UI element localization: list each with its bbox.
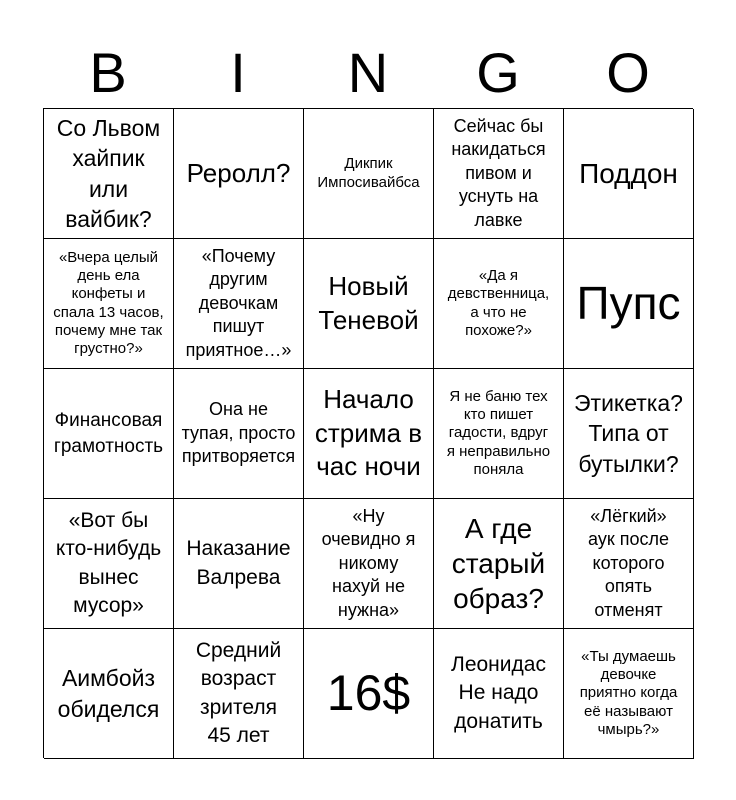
header-letter-b: B	[89, 41, 127, 104]
bingo-cell[interactable]	[44, 109, 174, 239]
bingo-cell[interactable]	[434, 499, 564, 629]
cell-text: Этикетка? Типа от бутылки?	[574, 389, 683, 477]
cell-text: Наказание Валрева	[186, 537, 291, 589]
bingo-cell[interactable]	[564, 109, 694, 239]
cell-text: Финансовая грамотность	[53, 409, 164, 457]
cell-text: Средний возраст зрителя 45 лет	[195, 638, 282, 747]
cell-text: «Лёгкий» аук после которого опять отменят	[588, 506, 669, 620]
cell-text: Поддон	[579, 158, 678, 189]
bingo-cell[interactable]	[564, 629, 694, 759]
bingo-cell[interactable]	[44, 369, 174, 499]
bingo-cell[interactable]	[304, 109, 434, 239]
cell-text: «Вчера целый день ела конфеты и спала 13 часов, почему мне так грустно?»	[53, 248, 164, 358]
bingo-cell[interactable]	[44, 499, 174, 629]
bingo-cell[interactable]	[44, 629, 174, 759]
bingo-cell[interactable]	[44, 239, 174, 369]
bingo-cell[interactable]	[304, 369, 434, 499]
bingo-cell[interactable]	[434, 369, 564, 499]
header-letter-i: I	[230, 41, 246, 104]
bingo-cell[interactable]	[304, 499, 434, 629]
bingo-cell[interactable]	[304, 239, 434, 369]
cell-text: 16$	[326, 665, 411, 721]
cell-text: Я не баню тех кто пишет гадости, вдруг я неправильно поняла	[446, 387, 551, 478]
cell-text: Леонидас Не надо донатить	[451, 652, 546, 733]
cell-text: Реролл?	[186, 157, 291, 188]
bingo-header	[43, 38, 693, 108]
header-letter-n: N	[347, 41, 389, 104]
cell-text: Начало стрима в час ночи	[314, 383, 423, 482]
bingo-board	[43, 108, 693, 758]
bingo-cell[interactable]	[174, 499, 304, 629]
cell-text: Дикпик Импосивайбса	[317, 155, 420, 191]
bingo-cell[interactable]	[174, 109, 304, 239]
cell-text: «Почему другим девочкам пишут приятное…»	[185, 246, 292, 360]
cell-text: А где старый образ?	[451, 513, 546, 614]
bingo-cell[interactable]	[434, 629, 564, 759]
cell-text: Сейчас бы накидаться пивом и уснуть на лавке	[451, 116, 546, 230]
cell-text: Новый Теневой	[318, 270, 419, 335]
bingo-cell[interactable]	[434, 109, 564, 239]
cell-text: «Ну очевидно я никому нахуй не нужна»	[321, 506, 416, 620]
cell-text: Пупс	[576, 277, 681, 330]
cell-text: «Да я девственница, а что не похоже?»	[447, 266, 550, 339]
cell-text: «Вот бы кто-нибудь вынес мусор»	[55, 508, 162, 617]
cell-text: Она не тупая, просто притворяется	[181, 399, 296, 467]
bingo-cell[interactable]	[564, 369, 694, 499]
bingo-cell[interactable]	[564, 239, 694, 369]
bingo-cell[interactable]	[174, 239, 304, 369]
header-letter-g: G	[476, 41, 520, 104]
cell-text: Аимбойз обиделся	[57, 665, 160, 722]
bingo-cell[interactable]	[174, 369, 304, 499]
bingo-cell[interactable]	[174, 629, 304, 759]
bingo-cell[interactable]	[434, 239, 564, 369]
bingo-cell[interactable]	[564, 499, 694, 629]
cell-text: «Ты думаешь девочке приятно когда её называют чмырь?»	[579, 647, 678, 738]
header-letter-o: O	[606, 41, 650, 104]
bingo-cell-center[interactable]	[304, 629, 434, 759]
cell-text: Со Львом хайпик или вайбик?	[56, 114, 161, 232]
